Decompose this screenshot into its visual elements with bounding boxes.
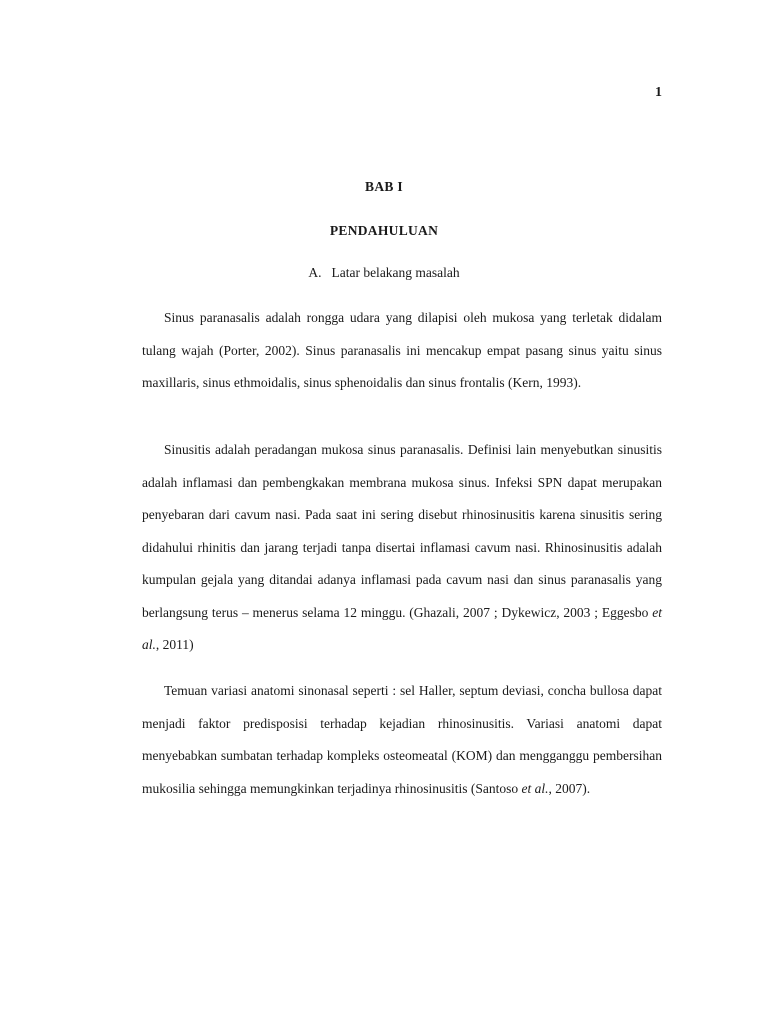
paragraph-3 [142, 675, 662, 805]
page-number: 1 [655, 85, 662, 100]
section-title: Latar belakang masalah [331, 265, 460, 280]
paragraph-text-part: Temuan variasi anatomi sinonasal seperti : sel Haller, septum deviasi, concha bullosa dapat menjadi faktor predisposisi terhadap kejadian rhinosinusitis. Variasi anatomi dapat menyebabkan sumbatan terhadap kompleks osteomeatal (KOM) dan mengganggu pembersihan mukosilia sehingga memungkinkan terjadinya rhinosinusitis (Santoso [142, 683, 662, 796]
citation-etal: et al. [521, 780, 549, 796]
paragraph-1 [142, 302, 662, 400]
paragraph-text: Sinus paranasalis adalah rongga udara yang dilapisi oleh mukosa yang terletak didalam tulang wajah (Porter, 2002). Sinus paranasalis ini mencakup empat pasang sinus yaitu sinus maxillaris, sinus ethmoidalis, sinus sphenoidalis dan sinus frontalis (Kern, 1993). [142, 310, 662, 390]
paragraph-2 [142, 434, 662, 662]
paragraph-text-part: , 2007). [548, 780, 591, 796]
paragraph-text-part: , 2011) [155, 637, 194, 652]
paragraph-text [142, 434, 662, 662]
chapter-number: BAB I [365, 179, 403, 194]
paragraph-text-part: Sinusitis adalah peradangan mukosa sinus paranasalis. Definisi lain menyebutkan sinusitis adalah inflamasi dan pembengkakan membrana mukosa sinus. Infeksi SPN dapat merupakan penyebaran dari cavum nasi. Pada saat ini sering disebut rhinosinusitis karena sinusitis sering didahului rhinitis dan jarang terjadi tanpa disertai inflamasi cavum nasi. Rhinosinusitis adalah kumpulan gejala yang ditandai adanya inflamasi pada cavum nasi dan sinus paranasalis yang berlangsung terus – menerus selama 12 minggu. (Ghazali, 2007 ; Dykewicz, 2003 ; Eggesbo [142, 442, 662, 620]
paragraph-text [142, 675, 662, 805]
citation-etal: et al. [142, 604, 662, 652]
section-heading [0, 265, 768, 281]
chapter-title: PENDAHULUAN [329, 223, 439, 238]
section-marker: A. [308, 265, 322, 280]
